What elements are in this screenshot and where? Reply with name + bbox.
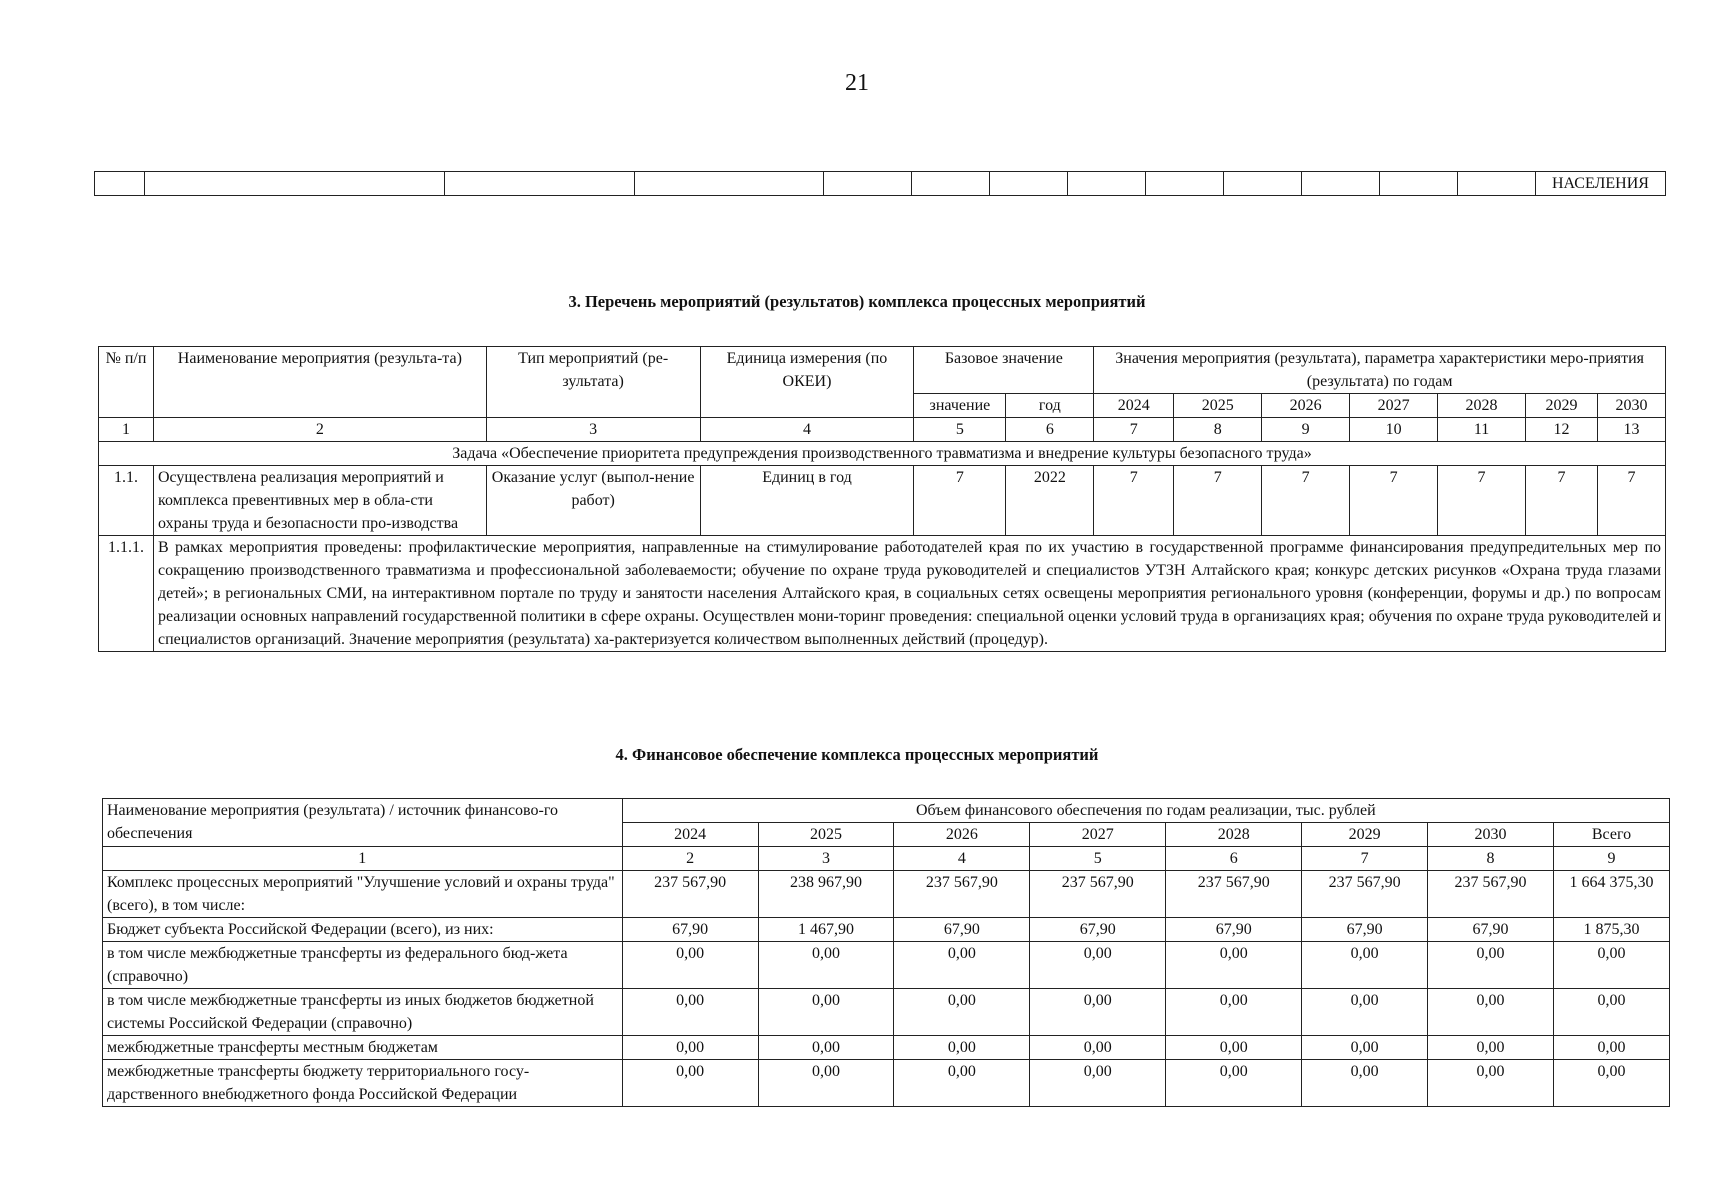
column-number: 10 [1350,418,1438,442]
item-base-year: 2022 [1006,466,1094,536]
header-year: 2026 [1262,394,1350,418]
table-row [103,1060,1670,1107]
finance-row-name: межбюджетные трансферты бюджету территориального госу-дарственного внебюджетного фонда Российской Федерации [103,1060,623,1107]
finance-year-value: 0,00 [758,989,894,1036]
finance-row-name: в том числе межбюджетные трансферты из иных бюджетов бюджетной системы Российской Федерации (справочно) [103,989,623,1036]
finance-year-value: 0,00 [1302,1036,1428,1060]
page-number: 21 [845,70,869,96]
finance-total-value: 1 664 375,30 [1553,871,1669,918]
header-year: 2024 [1094,394,1174,418]
finance-year-value: 1 467,90 [758,918,894,942]
finance-year-value: 67,90 [1030,918,1166,942]
header-year: 2029 [1302,823,1428,847]
header-year: 2030 [1428,823,1554,847]
finance-year-value: 0,00 [1302,989,1428,1036]
finance-total-value: 0,00 [1553,1060,1669,1107]
item-type: Оказание услуг (выпол-нение работ) [486,466,700,536]
header-base-value: значение [914,394,1006,418]
item-year-value: 7 [1597,466,1665,536]
finance-year-value: 0,00 [622,1036,758,1060]
table-row [103,989,1670,1036]
finance-total-value: 0,00 [1553,1036,1669,1060]
finance-row-name: Бюджет субъекта Российской Федерации (всего), из них: [103,918,623,942]
section4-title: 4. Финансовое обеспечение комплекса процессных мероприятий [615,745,1099,764]
item-year-value: 7 [1438,466,1526,536]
header-row-1 [103,799,1670,823]
column-number: 2 [153,418,486,442]
header-year: 2025 [758,823,894,847]
column-number: 4 [894,847,1030,871]
finance-year-value: 0,00 [1166,989,1302,1036]
item-name: Осуществлена реализация мероприятий и комплекса превентивных мер в обла-сти охраны труда и безопасности про-изводства [153,466,486,536]
item-num: 1.1. [99,466,154,536]
table-row [103,871,1670,918]
column-number: 3 [758,847,894,871]
finance-year-value: 67,90 [1428,918,1554,942]
finance-year-value: 0,00 [1166,1060,1302,1107]
column-number: 7 [1302,847,1428,871]
column-number: 2 [622,847,758,871]
item-year-value: 7 [1526,466,1598,536]
column-number-row [103,847,1670,871]
finance-year-value: 0,00 [1302,1060,1428,1107]
finance-year-value: 0,00 [758,942,894,989]
table-row [103,942,1670,989]
item-year-value: 7 [1350,466,1438,536]
finance-year-value: 67,90 [1166,918,1302,942]
finance-year-value: 237 567,90 [1030,871,1166,918]
item-year-value: 7 [1094,466,1174,536]
header-name: Наименование мероприятия (результата) / источник финансово-го обеспечения [103,799,623,847]
finance-year-value: 238 967,90 [758,871,894,918]
column-number: 11 [1438,418,1526,442]
header-base-year: год [1006,394,1094,418]
continuation-last-cell: НАСЕЛЕНИЯ [1535,172,1665,196]
header-year: 2026 [894,823,1030,847]
finance-year-value: 0,00 [1030,942,1166,989]
finance-year-value: 0,00 [1166,1036,1302,1060]
finance-row-name: Комплекс процессных мероприятий "Улучшение условий и охраны труда" (всего), в том числе: [103,871,623,918]
continuation-row [95,172,1666,196]
finance-year-value: 0,00 [1428,1036,1554,1060]
finance-year-value: 237 567,90 [1302,871,1428,918]
finance-year-value: 237 567,90 [1166,871,1302,918]
finance-year-value: 67,90 [622,918,758,942]
column-number: 12 [1526,418,1598,442]
column-number: 13 [1597,418,1665,442]
column-number: 3 [486,418,700,442]
column-number: 5 [914,418,1006,442]
finance-year-value: 0,00 [1302,942,1428,989]
header-year: 2025 [1174,394,1262,418]
header-name: Наименование мероприятия (результа-та) [153,347,486,418]
sub-item-num: 1.1.1. [99,536,154,652]
finance-year-value: 67,90 [894,918,1030,942]
item-base-value: 7 [914,466,1006,536]
finance-year-value: 0,00 [758,1060,894,1107]
finance-year-value: 237 567,90 [1428,871,1554,918]
header-year: 2027 [1030,823,1166,847]
finance-year-value: 0,00 [894,1060,1030,1107]
table-row [99,466,1666,536]
header-year: 2029 [1526,394,1598,418]
header-type: Тип мероприятий (ре-зультата) [486,347,700,418]
finance-year-value: 0,00 [758,1036,894,1060]
column-number: 1 [99,418,154,442]
item-year-value: 7 [1262,466,1350,536]
header-volume: Объем финансового обеспечения по годам реализации, тыс. рублей [622,799,1669,823]
header-base: Базовое значение [914,347,1094,394]
column-number-row [99,418,1666,442]
finance-year-value: 0,00 [622,942,758,989]
finance-year-value: 0,00 [1428,989,1554,1036]
header-row-1 [99,347,1666,394]
item-unit: Единиц в год [700,466,914,536]
header-num: № п/п [99,347,154,418]
continuation-table [94,171,1666,196]
header-total: Всего [1553,823,1669,847]
finance-year-value: 0,00 [1030,1060,1166,1107]
finance-year-value: 0,00 [894,942,1030,989]
finance-year-value: 67,90 [1302,918,1428,942]
item-year-value: 7 [1174,466,1262,536]
finance-year-value: 0,00 [622,989,758,1036]
finance-year-value: 0,00 [1030,989,1166,1036]
finance-year-value: 0,00 [894,1036,1030,1060]
column-number: 4 [700,418,914,442]
column-number: 1 [103,847,623,871]
header-values: Значения мероприятия (результата), параметра характеристики меро-приятия (результата) по годам [1094,347,1666,394]
finance-row-name: в том числе межбюджетные трансферты из федерального бюд-жета (справочно) [103,942,623,989]
finance-total-value: 0,00 [1553,989,1669,1036]
section3-title: 3. Перечень мероприятий (результатов) комплекса процессных мероприятий [568,292,1146,311]
sub-item-text: В рамках мероприятия проведены: профилактические мероприятия, направленные на стимулирование работодателей края по их участию в государственной программе финансирования предупредительных мер по сокращению производственного травматизма и профессиональной заболеваемости; обучение по охране труда руководителей и специалистов УТЗН Алтайского края; конкурс детских рисунков «Охрана труда глазами детей»; в региональных СМИ, на интерактивном портале по труду и занятости населения Алтайского края, в социальных сетях освещены мероприятия регионального уровня (конференции, форумы и др.) по вопросам реализации основных направлений государственной политики в сфере охраны. Осуществлен мони-торинг проведения: специальной оценки условий труда в организациях края; обучения по охране труда руководителей и специалистов организаций. Значение мероприятия (результата) ха-рактеризуется количеством выполненных действий (процедур). [153,536,1665,652]
finance-rows [103,871,1670,1107]
table-row [103,1036,1670,1060]
finance-year-value: 0,00 [1166,942,1302,989]
header-unit: Единица измерения (по ОКЕИ) [700,347,914,418]
column-number: 8 [1428,847,1554,871]
finance-table [102,798,1670,1107]
finance-total-value: 0,00 [1553,942,1669,989]
column-number: 6 [1006,418,1094,442]
finance-year-value: 0,00 [1428,942,1554,989]
column-number: 6 [1166,847,1302,871]
header-year: 2028 [1166,823,1302,847]
column-number: 8 [1174,418,1262,442]
column-number: 9 [1553,847,1669,871]
finance-year-value: 0,00 [1428,1060,1554,1107]
task-text: Задача «Обеспечение приоритета предупреждения производственного травматизма и внедрение культуры безопасного труда» [99,442,1666,466]
header-year: 2030 [1597,394,1665,418]
finance-year-value: 0,00 [622,1060,758,1107]
finance-year-value: 0,00 [894,989,1030,1036]
header-year: 2028 [1438,394,1526,418]
column-number: 5 [1030,847,1166,871]
table-row [99,536,1666,652]
finance-total-value: 1 875,30 [1553,918,1669,942]
finance-year-value: 0,00 [1030,1036,1166,1060]
column-number: 9 [1262,418,1350,442]
activities-table [98,346,1666,652]
table-row [103,918,1670,942]
finance-year-value: 237 567,90 [894,871,1030,918]
finance-year-value: 237 567,90 [622,871,758,918]
column-number: 7 [1094,418,1174,442]
header-year: 2027 [1350,394,1438,418]
finance-row-name: межбюджетные трансферты местным бюджетам [103,1036,623,1060]
header-year: 2024 [622,823,758,847]
task-row [99,442,1666,466]
